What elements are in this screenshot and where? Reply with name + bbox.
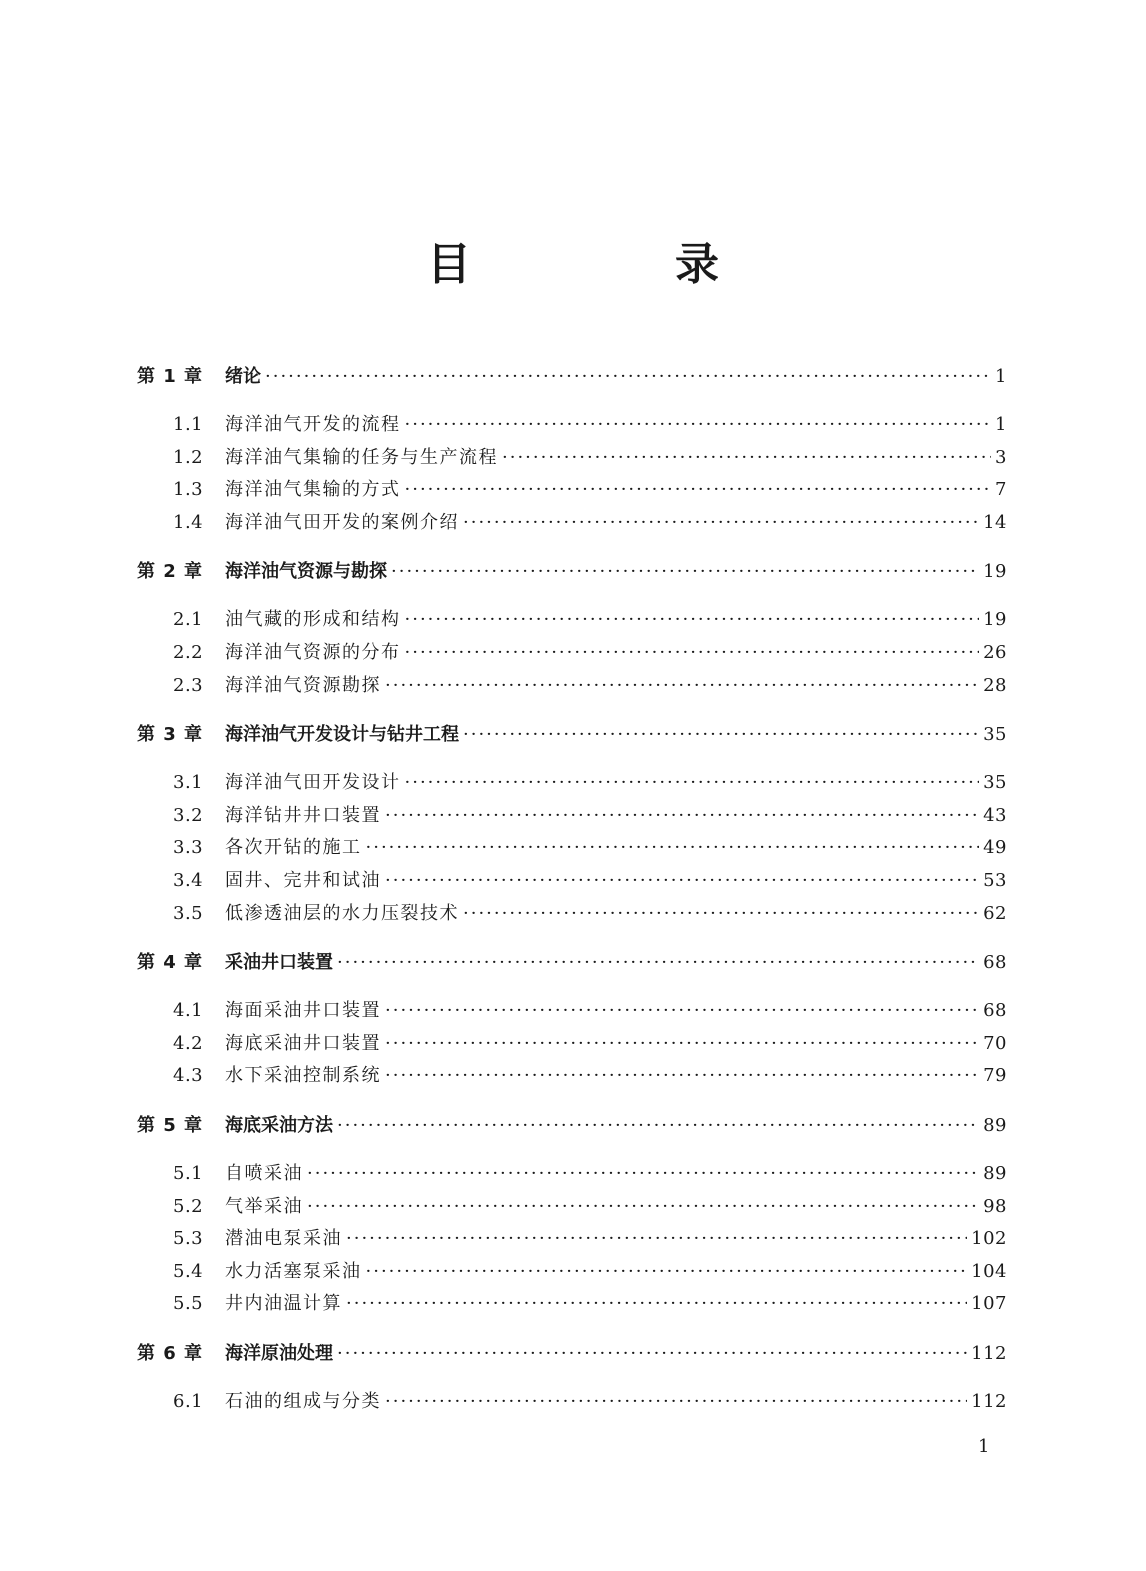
page-ref: 98 xyxy=(983,1195,1007,1217)
toc-section-entry[interactable] xyxy=(137,1386,1007,1419)
section-number: 6.1 xyxy=(173,1390,204,1412)
toc-section-entry[interactable] xyxy=(137,670,1007,703)
page-ref: 3 xyxy=(995,446,1007,468)
page-title: 目 录 xyxy=(427,239,799,290)
section-number: 2.2 xyxy=(173,641,204,663)
page-ref: 68 xyxy=(983,952,1007,974)
table-of-contents xyxy=(137,360,1007,1418)
section-number: 3.2 xyxy=(173,804,204,826)
section-number: 4.1 xyxy=(173,1000,204,1022)
section-number: 3.3 xyxy=(173,837,204,859)
toc-section-entry[interactable] xyxy=(137,507,1007,540)
section-number: 4.3 xyxy=(173,1065,204,1087)
dot-leader xyxy=(385,670,979,703)
section-title: 石油的组成与分类 xyxy=(225,1390,381,1412)
page-ref: 28 xyxy=(983,674,1007,696)
section-number: 2.3 xyxy=(173,674,204,696)
section-title: 海洋油气资源勘探 xyxy=(225,674,381,696)
dot-leader xyxy=(405,604,980,637)
toc-section-entry[interactable] xyxy=(137,1191,1007,1224)
section-number: 1.1 xyxy=(173,414,204,435)
section-title: 潜油电泵采油 xyxy=(225,1228,342,1250)
page-number: 1 xyxy=(978,1436,990,1457)
section-title: 海洋油气资源的分布 xyxy=(225,641,401,663)
section-title: 低渗透油层的水力压裂技术 xyxy=(225,902,459,924)
toc-section-entry[interactable] xyxy=(137,1158,1007,1191)
dot-leader xyxy=(385,1386,967,1419)
dot-leader xyxy=(265,360,991,393)
section-number: 3.4 xyxy=(173,869,204,891)
page-ref: 53 xyxy=(983,869,1007,891)
dot-leader xyxy=(385,995,979,1028)
page-ref: 1 xyxy=(995,366,1007,387)
page-ref: 79 xyxy=(983,1065,1007,1087)
dot-leader xyxy=(366,832,980,865)
section-title: 海洋油气集输的方式 xyxy=(225,479,401,501)
dot-leader xyxy=(502,442,991,475)
section-title: 自喷采油 xyxy=(225,1162,303,1184)
dot-leader xyxy=(463,507,979,540)
dot-leader xyxy=(385,800,979,833)
chapter-title: 海洋油气资源与勘探 xyxy=(225,561,387,583)
page-ref: 107 xyxy=(971,1293,1007,1315)
section-number: 5.3 xyxy=(173,1228,204,1250)
section-number: 5.5 xyxy=(173,1293,204,1315)
section-title: 油气藏的形成和结构 xyxy=(225,609,401,631)
chapter-number: 第 4 章 xyxy=(137,952,204,974)
dot-leader xyxy=(405,767,980,800)
section-title: 海洋油气田开发的案例介绍 xyxy=(225,511,459,533)
toc-section-entry[interactable] xyxy=(137,409,1007,442)
toc-section-entry[interactable] xyxy=(137,604,1007,637)
dot-leader xyxy=(405,474,992,507)
toc-section-entry[interactable] xyxy=(137,1028,1007,1061)
page-ref: 104 xyxy=(971,1260,1007,1282)
toc-section-entry[interactable] xyxy=(137,1223,1007,1256)
section-title: 海洋油气集输的任务与生产流程 xyxy=(225,446,498,468)
chapter-number: 第 1 章 xyxy=(137,366,204,387)
toc-chapter-entry[interactable] xyxy=(137,1337,1007,1370)
toc-section-entry[interactable] xyxy=(137,1256,1007,1289)
page-ref: 19 xyxy=(983,609,1007,631)
section-number: 5.1 xyxy=(173,1162,204,1184)
toc-section-entry[interactable] xyxy=(137,442,1007,475)
section-number: 2.1 xyxy=(173,609,204,631)
dot-leader xyxy=(366,1256,968,1289)
dot-leader xyxy=(337,1109,979,1142)
section-title: 水力活塞泵采油 xyxy=(225,1260,362,1282)
dot-leader xyxy=(337,1337,967,1370)
section-number: 5.2 xyxy=(173,1195,204,1217)
dot-leader xyxy=(463,898,979,931)
toc-section-entry[interactable] xyxy=(137,995,1007,1028)
section-number: 4.2 xyxy=(173,1032,204,1054)
page-ref: 14 xyxy=(983,511,1007,533)
toc-chapter-entry[interactable] xyxy=(137,718,1007,751)
chapter-number: 第 3 章 xyxy=(137,724,204,746)
toc-chapter-entry[interactable] xyxy=(137,946,1007,979)
section-title: 海面采油井口装置 xyxy=(225,1000,381,1022)
dot-leader xyxy=(346,1288,967,1321)
toc-chapter-entry[interactable] xyxy=(137,1109,1007,1142)
section-number: 1.2 xyxy=(173,446,204,468)
page-ref: 112 xyxy=(971,1342,1007,1364)
toc-section-entry[interactable] xyxy=(137,637,1007,670)
section-title: 水下采油控制系统 xyxy=(225,1065,381,1087)
page-ref: 26 xyxy=(983,641,1007,663)
toc-section-entry[interactable] xyxy=(137,1288,1007,1321)
section-number: 1.3 xyxy=(173,479,204,501)
dot-leader xyxy=(346,1223,967,1256)
section-title: 海洋油气田开发设计 xyxy=(225,772,401,794)
section-number: 1.4 xyxy=(173,511,204,533)
page-ref: 7 xyxy=(995,479,1007,501)
section-title: 海洋钻井井口装置 xyxy=(225,804,381,826)
page-ref: 1 xyxy=(995,414,1007,435)
chapter-title: 海洋油气开发设计与钻井工程 xyxy=(225,724,459,746)
page-ref: 35 xyxy=(983,772,1007,794)
page-ref: 70 xyxy=(983,1032,1007,1054)
page-ref: 68 xyxy=(983,1000,1007,1022)
dot-leader xyxy=(385,865,979,898)
chapter-number: 第 5 章 xyxy=(137,1114,204,1136)
chapter-title: 采油井口装置 xyxy=(225,952,333,974)
chapter-number: 第 6 章 xyxy=(137,1342,204,1364)
section-number: 3.5 xyxy=(173,902,204,924)
dot-leader xyxy=(337,946,979,979)
dot-leader xyxy=(385,1060,979,1093)
toc-section-entry[interactable] xyxy=(137,1060,1007,1093)
page-ref: 62 xyxy=(983,902,1007,924)
toc-section-entry[interactable] xyxy=(137,898,1007,931)
dot-leader xyxy=(307,1158,979,1191)
chapter-title: 海底采油方法 xyxy=(225,1114,333,1136)
section-number: 3.1 xyxy=(173,772,204,794)
page-ref: 49 xyxy=(983,837,1007,859)
dot-leader xyxy=(405,409,992,442)
dot-leader xyxy=(391,555,979,588)
section-title: 气举采油 xyxy=(225,1195,303,1217)
section-title: 海底采油井口装置 xyxy=(225,1032,381,1054)
toc-section-entry[interactable] xyxy=(137,474,1007,507)
dot-leader xyxy=(307,1191,979,1224)
page-ref: 35 xyxy=(983,724,1007,746)
chapter-number: 第 2 章 xyxy=(137,561,204,583)
toc-section-entry[interactable] xyxy=(137,832,1007,865)
toc-chapter-entry[interactable] xyxy=(137,360,1007,393)
chapter-title: 海洋原油处理 xyxy=(225,1342,333,1364)
section-title: 各次开钻的施工 xyxy=(225,837,362,859)
page-ref: 19 xyxy=(983,561,1007,583)
toc-section-entry[interactable] xyxy=(137,865,1007,898)
page-ref: 89 xyxy=(983,1162,1007,1184)
page-ref: 89 xyxy=(983,1114,1007,1136)
chapter-title: 绪论 xyxy=(225,366,261,387)
section-title: 固井、完井和试油 xyxy=(225,869,381,891)
dot-leader xyxy=(385,1028,979,1061)
section-title: 海洋油气开发的流程 xyxy=(225,414,401,435)
page-ref: 102 xyxy=(971,1228,1007,1250)
section-number: 5.4 xyxy=(173,1260,204,1282)
toc-chapter-entry[interactable] xyxy=(137,555,1007,588)
page-ref: 43 xyxy=(983,804,1007,826)
dot-leader xyxy=(463,718,979,751)
section-title: 井内油温计算 xyxy=(225,1293,342,1315)
toc-section-entry[interactable] xyxy=(137,767,1007,800)
dot-leader xyxy=(405,637,980,670)
page-ref: 112 xyxy=(971,1390,1007,1412)
toc-section-entry[interactable] xyxy=(137,800,1007,833)
